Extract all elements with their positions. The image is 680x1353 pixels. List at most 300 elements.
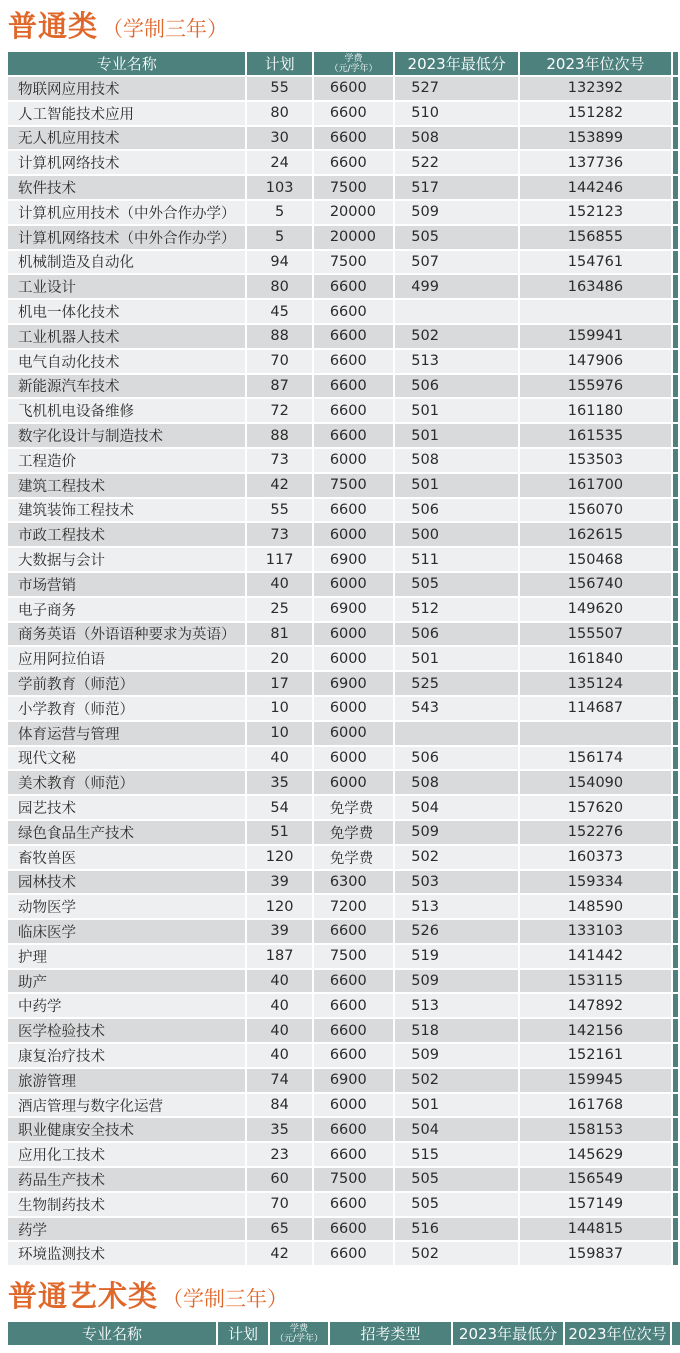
cell-tuition: 7500	[314, 945, 393, 968]
cell-rank: 162615	[520, 523, 671, 546]
cell-rank: 152161	[520, 1044, 671, 1067]
cell-plan: 39	[247, 871, 311, 894]
table-row	[8, 424, 678, 447]
cell-tuition: 6600	[314, 127, 393, 150]
row-edge-stub	[673, 647, 678, 670]
cell-min-score: 522	[395, 151, 518, 174]
cell-major-name: 飞机机电设备维修	[8, 399, 245, 422]
cell-min-score: 508	[395, 449, 518, 472]
cell-tuition: 6600	[314, 1218, 393, 1241]
cell-rank: 133103	[520, 920, 671, 943]
cell-rank: 144246	[520, 176, 671, 199]
cell-tuition: 6000	[314, 747, 393, 770]
cell-rank: 157620	[520, 796, 671, 819]
cell-major-name: 园林技术	[8, 871, 245, 894]
row-edge-stub	[673, 895, 678, 918]
cell-rank: 153899	[520, 127, 671, 150]
table-row	[8, 127, 678, 150]
cell-plan: 5	[247, 201, 311, 224]
row-edge-stub	[673, 375, 678, 398]
cell-major-name: 学前教育（师范）	[8, 672, 245, 695]
table-row	[8, 399, 678, 422]
cell-min-score: 501	[395, 424, 518, 447]
table-row	[8, 251, 678, 274]
cell-plan: 30	[247, 127, 311, 150]
cell-tuition: 6900	[314, 1069, 393, 1092]
table-row	[8, 647, 678, 670]
cell-rank: 161840	[520, 647, 671, 670]
cell-tuition: 6000	[314, 623, 393, 646]
row-edge-stub	[673, 920, 678, 943]
cell-major-name: 电气自动化技术	[8, 350, 245, 373]
row-edge-stub	[673, 424, 678, 447]
cell-rank: 132392	[520, 77, 671, 100]
cell-min-score: 504	[395, 1118, 518, 1141]
header-plan: 计划	[247, 52, 311, 75]
cell-plan: 45	[247, 300, 311, 323]
section-subtitle-text: （学制三年）	[162, 1287, 289, 1311]
cell-major-name: 市政工程技术	[8, 523, 245, 546]
cell-rank: 161535	[520, 424, 671, 447]
cell-tuition: 6600	[314, 1019, 393, 1042]
cell-min-score: 505	[395, 226, 518, 249]
table-row	[8, 375, 678, 398]
cell-tuition: 6600	[314, 375, 393, 398]
cell-plan: 40	[247, 1019, 311, 1042]
cell-tuition: 6900	[314, 548, 393, 571]
cell-tuition: 20000	[314, 226, 393, 249]
cell-tuition: 7500	[314, 251, 393, 274]
cell-tuition: 6000	[314, 449, 393, 472]
cell-plan: 42	[247, 1242, 311, 1265]
row-edge-stub	[673, 77, 678, 100]
cell-rank: 147892	[520, 994, 671, 1017]
cell-plan: 35	[247, 1118, 311, 1141]
cell-rank: 152123	[520, 201, 671, 224]
cell-major-name: 中药学	[8, 994, 245, 1017]
cell-rank	[520, 300, 671, 323]
cell-major-name: 应用化工技术	[8, 1143, 245, 1166]
cell-min-score: 513	[395, 895, 518, 918]
table-row	[8, 176, 678, 199]
cell-rank: 156070	[520, 499, 671, 522]
section-subtitle-text: （学制三年）	[102, 17, 229, 41]
cell-rank: 151282	[520, 102, 671, 125]
header-exam-type: 招考类型	[330, 1322, 451, 1345]
cell-major-name: 环境监测技术	[8, 1242, 245, 1265]
table-row	[8, 920, 678, 943]
cell-plan: 55	[247, 77, 311, 100]
cell-plan: 10	[247, 722, 311, 745]
cell-rank: 153115	[520, 970, 671, 993]
cell-tuition: 6600	[314, 970, 393, 993]
cell-tuition: 6300	[314, 871, 393, 894]
cell-major-name: 商务英语（外语语种要求为英语）	[8, 623, 245, 646]
cell-major-name: 护理	[8, 945, 245, 968]
cell-major-name: 现代文秘	[8, 747, 245, 770]
cell-min-score: 527	[395, 77, 518, 100]
row-edge-stub	[673, 871, 678, 894]
header-min-score: 2023年最低分	[395, 52, 518, 75]
table-row	[8, 672, 678, 695]
cell-tuition: 6600	[314, 994, 393, 1017]
table-row	[8, 1242, 678, 1265]
cell-major-name: 畜牧兽医	[8, 846, 245, 869]
cell-tuition: 6000	[314, 697, 393, 720]
cell-min-score: 509	[395, 821, 518, 844]
cell-rank: 114687	[520, 697, 671, 720]
cell-major-name: 酒店管理与数字化运营	[8, 1094, 245, 1117]
table-row	[8, 1218, 678, 1241]
row-edge-stub	[673, 201, 678, 224]
cell-major-name: 计算机网络技术（中外合作办学）	[8, 226, 245, 249]
section-title-general	[8, 4, 228, 48]
table-row	[8, 598, 678, 621]
cell-rank: 144815	[520, 1218, 671, 1241]
cell-tuition: 6000	[314, 573, 393, 596]
cell-major-name: 生物制药技术	[8, 1193, 245, 1216]
table-row	[8, 1094, 678, 1117]
table-row	[8, 1193, 678, 1216]
row-edge-stub	[673, 1069, 678, 1092]
row-edge-stub	[673, 1143, 678, 1166]
cell-tuition: 6600	[314, 151, 393, 174]
cell-major-name: 计算机网络技术	[8, 151, 245, 174]
cell-major-name: 大数据与会计	[8, 548, 245, 571]
cell-tuition: 6600	[314, 102, 393, 125]
section-title-art	[8, 1274, 288, 1318]
cell-plan: 25	[247, 598, 311, 621]
cell-major-name: 临床医学	[8, 920, 245, 943]
row-edge-stub	[673, 1094, 678, 1117]
cell-plan: 120	[247, 895, 311, 918]
cell-min-score: 504	[395, 796, 518, 819]
cell-tuition: 6600	[314, 920, 393, 943]
cell-tuition: 6600	[314, 325, 393, 348]
header-rank: 2023年位次号	[520, 52, 671, 75]
cell-plan: 5	[247, 226, 311, 249]
cell-major-name: 药学	[8, 1218, 245, 1241]
section-title-text: 普通类	[8, 9, 99, 43]
table-row	[8, 771, 678, 794]
cell-rank: 159334	[520, 871, 671, 894]
cell-min-score: 501	[395, 1094, 518, 1117]
cell-tuition: 6900	[314, 598, 393, 621]
table-row	[8, 548, 678, 571]
cell-tuition: 7200	[314, 895, 393, 918]
cell-major-name: 旅游管理	[8, 1069, 245, 1092]
cell-min-score	[395, 722, 518, 745]
cell-min-score: 506	[395, 623, 518, 646]
cell-major-name: 应用阿拉伯语	[8, 647, 245, 670]
row-edge-stub	[673, 623, 678, 646]
table-row	[8, 226, 678, 249]
cell-plan: 80	[247, 102, 311, 125]
cell-plan: 42	[247, 474, 311, 497]
cell-major-name: 职业健康安全技术	[8, 1118, 245, 1141]
cell-min-score: 543	[395, 697, 518, 720]
table-row	[8, 151, 678, 174]
row-edge-stub	[673, 399, 678, 422]
table-row	[8, 102, 678, 125]
cell-major-name: 新能源汽车技术	[8, 375, 245, 398]
cell-tuition: 7500	[314, 474, 393, 497]
cell-rank: 149620	[520, 598, 671, 621]
cell-rank: 141442	[520, 945, 671, 968]
cell-major-name: 药品生产技术	[8, 1168, 245, 1191]
cell-major-name: 体育运营与管理	[8, 722, 245, 745]
cell-rank: 137736	[520, 151, 671, 174]
cell-min-score	[395, 300, 518, 323]
cell-tuition: 6000	[314, 771, 393, 794]
cell-tuition: 6000	[314, 722, 393, 745]
cell-rank	[520, 722, 671, 745]
table-row	[8, 994, 678, 1017]
row-edge-stub	[673, 127, 678, 150]
cell-plan: 74	[247, 1069, 311, 1092]
row-edge-stub	[673, 970, 678, 993]
cell-plan: 51	[247, 821, 311, 844]
table-row	[8, 1019, 678, 1042]
cell-plan: 65	[247, 1218, 311, 1241]
cell-major-name: 美术教育（师范）	[8, 771, 245, 794]
cell-rank: 142156	[520, 1019, 671, 1042]
row-edge-stub	[673, 523, 678, 546]
cell-plan: 23	[247, 1143, 311, 1166]
cell-rank: 163486	[520, 275, 671, 298]
cell-plan: 40	[247, 747, 311, 770]
row-edge-stub	[673, 1019, 678, 1042]
cell-rank: 156855	[520, 226, 671, 249]
cell-plan: 55	[247, 499, 311, 522]
cell-major-name: 康复治疗技术	[8, 1044, 245, 1067]
cell-min-score: 502	[395, 325, 518, 348]
cell-major-name: 无人机应用技术	[8, 127, 245, 150]
cell-plan: 187	[247, 945, 311, 968]
table-row	[8, 573, 678, 596]
cell-min-score: 508	[395, 771, 518, 794]
cell-plan: 35	[247, 771, 311, 794]
cell-tuition: 6600	[314, 1193, 393, 1216]
header-edge-stub	[673, 52, 678, 75]
general-majors-table	[6, 50, 680, 1267]
cell-plan: 73	[247, 523, 311, 546]
cell-rank: 159945	[520, 1069, 671, 1092]
table-row	[8, 895, 678, 918]
cell-tuition: 6600	[314, 499, 393, 522]
cell-major-name: 电子商务	[8, 598, 245, 621]
table-row	[8, 1143, 678, 1166]
row-edge-stub	[673, 796, 678, 819]
cell-plan: 40	[247, 994, 311, 1017]
header-tuition-line1: 学费	[344, 53, 363, 64]
table-row	[8, 474, 678, 497]
cell-min-score: 501	[395, 399, 518, 422]
cell-min-score: 505	[395, 1193, 518, 1216]
header-major-name: 专业名称	[8, 1322, 216, 1345]
cell-major-name: 工程造价	[8, 449, 245, 472]
row-edge-stub	[673, 994, 678, 1017]
cell-rank: 159941	[520, 325, 671, 348]
table-row	[8, 1118, 678, 1141]
cell-min-score: 513	[395, 994, 518, 1017]
header-rank: 2023年位次号	[565, 1322, 670, 1345]
cell-min-score: 517	[395, 176, 518, 199]
cell-rank: 156740	[520, 573, 671, 596]
table-row	[8, 1044, 678, 1067]
row-edge-stub	[673, 747, 678, 770]
cell-rank: 147906	[520, 350, 671, 373]
cell-rank: 145629	[520, 1143, 671, 1166]
cell-plan: 70	[247, 350, 311, 373]
row-edge-stub	[673, 1218, 678, 1241]
cell-min-score: 499	[395, 275, 518, 298]
cell-tuition: 7500	[314, 176, 393, 199]
cell-rank: 156549	[520, 1168, 671, 1191]
section-title-text: 普通艺术类	[8, 1279, 159, 1313]
header-tuition-line2: （元/学年）	[274, 1333, 324, 1344]
cell-major-name: 医学检验技术	[8, 1019, 245, 1042]
row-edge-stub	[673, 499, 678, 522]
cell-tuition: 6600	[314, 77, 393, 100]
cell-min-score: 501	[395, 474, 518, 497]
cell-plan: 80	[247, 275, 311, 298]
cell-rank: 148590	[520, 895, 671, 918]
cell-major-name: 人工智能技术应用	[8, 102, 245, 125]
cell-major-name: 助产	[8, 970, 245, 993]
cell-min-score: 508	[395, 127, 518, 150]
table-row	[8, 722, 678, 745]
cell-min-score: 505	[395, 1168, 518, 1191]
cell-tuition: 6600	[314, 1242, 393, 1265]
cell-min-score: 509	[395, 201, 518, 224]
table-row	[8, 325, 678, 348]
cell-major-name: 绿色食品生产技术	[8, 821, 245, 844]
art-majors-table	[6, 1320, 680, 1347]
cell-plan: 24	[247, 151, 311, 174]
cell-tuition: 免学费	[314, 821, 393, 844]
row-edge-stub	[673, 151, 678, 174]
header-min-score: 2023年最低分	[453, 1322, 563, 1345]
row-edge-stub	[673, 945, 678, 968]
cell-tuition: 6600	[314, 350, 393, 373]
cell-tuition: 6000	[314, 1094, 393, 1117]
cell-plan: 40	[247, 970, 311, 993]
row-edge-stub	[673, 1118, 678, 1141]
cell-min-score: 525	[395, 672, 518, 695]
cell-major-name: 物联网应用技术	[8, 77, 245, 100]
cell-plan: 40	[247, 1044, 311, 1067]
cell-major-name: 机电一体化技术	[8, 300, 245, 323]
row-edge-stub	[673, 300, 678, 323]
cell-rank: 159837	[520, 1242, 671, 1265]
cell-major-name: 建筑装饰工程技术	[8, 499, 245, 522]
row-edge-stub	[673, 325, 678, 348]
cell-tuition: 6600	[314, 399, 393, 422]
cell-rank: 160373	[520, 846, 671, 869]
cell-rank: 161180	[520, 399, 671, 422]
cell-rank: 156174	[520, 747, 671, 770]
cell-major-name: 市场营销	[8, 573, 245, 596]
row-edge-stub	[673, 672, 678, 695]
row-edge-stub	[673, 474, 678, 497]
cell-major-name: 机械制造及自动化	[8, 251, 245, 274]
table-row	[8, 1069, 678, 1092]
cell-min-score: 515	[395, 1143, 518, 1166]
header-tuition-line1: 学费	[289, 1323, 308, 1334]
table-row	[8, 201, 678, 224]
header-tuition	[314, 52, 393, 75]
table-row	[8, 523, 678, 546]
row-edge-stub	[673, 697, 678, 720]
cell-min-score: 506	[395, 747, 518, 770]
cell-tuition: 免学费	[314, 796, 393, 819]
cell-plan: 87	[247, 375, 311, 398]
cell-min-score: 502	[395, 1069, 518, 1092]
cell-rank: 161768	[520, 1094, 671, 1117]
cell-plan: 20	[247, 647, 311, 670]
cell-min-score: 509	[395, 1044, 518, 1067]
table-row	[8, 945, 678, 968]
cell-plan: 17	[247, 672, 311, 695]
cell-major-name: 计算机应用技术（中外合作办学）	[8, 201, 245, 224]
cell-min-score: 506	[395, 375, 518, 398]
table-row	[8, 697, 678, 720]
row-edge-stub	[673, 1044, 678, 1067]
row-edge-stub	[673, 1193, 678, 1216]
cell-min-score: 505	[395, 573, 518, 596]
cell-major-name: 建筑工程技术	[8, 474, 245, 497]
cell-tuition: 6600	[314, 424, 393, 447]
cell-plan: 70	[247, 1193, 311, 1216]
cell-min-score: 511	[395, 548, 518, 571]
cell-tuition: 6600	[314, 300, 393, 323]
table-row	[8, 623, 678, 646]
cell-min-score: 509	[395, 970, 518, 993]
row-edge-stub	[673, 548, 678, 571]
cell-tuition: 6600	[314, 1044, 393, 1067]
table-body	[8, 77, 678, 1265]
row-edge-stub	[673, 176, 678, 199]
cell-plan: 72	[247, 399, 311, 422]
cell-major-name: 工业机器人技术	[8, 325, 245, 348]
cell-tuition: 6900	[314, 672, 393, 695]
cell-min-score: 512	[395, 598, 518, 621]
cell-plan: 120	[247, 846, 311, 869]
cell-min-score: 519	[395, 945, 518, 968]
cell-plan: 88	[247, 325, 311, 348]
cell-tuition: 6000	[314, 523, 393, 546]
cell-rank: 155976	[520, 375, 671, 398]
cell-plan: 88	[247, 424, 311, 447]
row-edge-stub	[673, 275, 678, 298]
cell-plan: 54	[247, 796, 311, 819]
cell-major-name: 数字化设计与制造技术	[8, 424, 245, 447]
table-row	[8, 1168, 678, 1191]
row-edge-stub	[673, 1168, 678, 1191]
table-row	[8, 300, 678, 323]
row-edge-stub	[673, 350, 678, 373]
cell-rank: 154761	[520, 251, 671, 274]
table-row	[8, 499, 678, 522]
cell-plan: 10	[247, 697, 311, 720]
cell-tuition: 7500	[314, 1168, 393, 1191]
cell-plan: 60	[247, 1168, 311, 1191]
cell-plan: 73	[247, 449, 311, 472]
cell-plan: 103	[247, 176, 311, 199]
cell-min-score: 516	[395, 1218, 518, 1241]
row-edge-stub	[673, 1242, 678, 1265]
